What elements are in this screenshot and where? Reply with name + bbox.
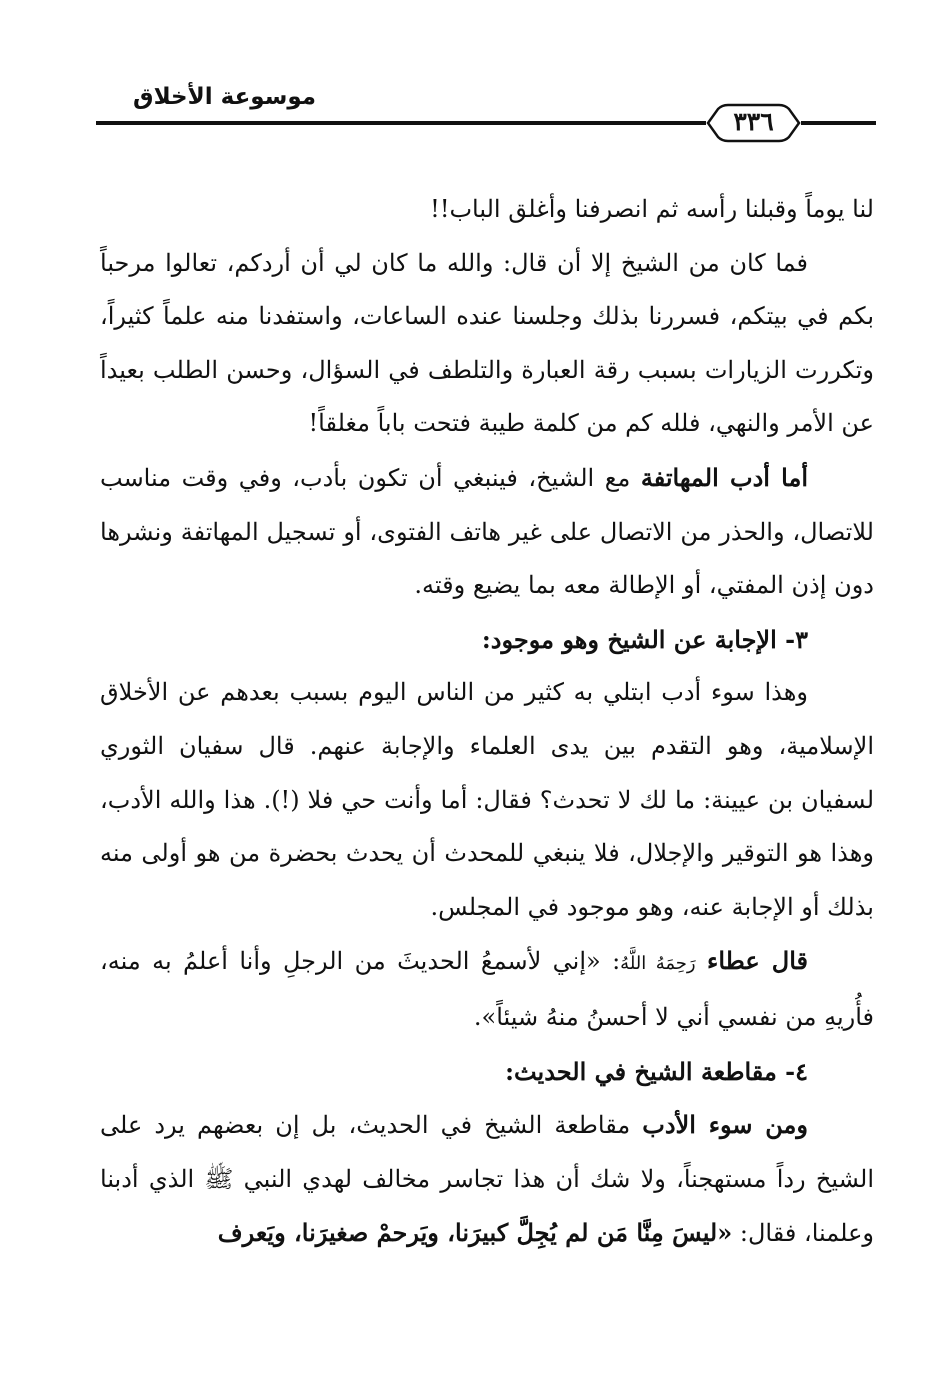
paragraph-4: وهذا سوء أدب ابتلي به كثير من الناس اليوم بسبب بعدهم عن الأخلاق الإسلامية، وهو التقدم بين يدى العلماء والإجابة عنهم. قال سفيان الثوري لسفيان بن عيينة: ما لك لا تحدث؟ فقال: أما وأنت حي فلا (!). هذا والله الأدب، وهذا هو التوقير والإجلال، فلا ينبغي للمحدث أن يحدث بحضرة من هو أولى منه بذلك أو الإجابة عنه، وهو موجود في المجلس.	[100, 678, 874, 921]
paragraph-3-text: مع الشيخ، فينبغي أن تكون بأدب، وفي وقت مناسب للاتصال، والحذر من الاتصال على غير هاتف الفتوى، أو تسجيل المهاتفة ونشرها دون إذن المفتي، أو الإطالة معه بما يضيع وقته.	[100, 463, 874, 600]
page-header	[96, 78, 876, 138]
body-text	[100, 183, 874, 1261]
paragraph-1: لنا يوماً وقبلنا رأسه ثم انصرفنا وأغلق الباب!!	[430, 195, 874, 223]
hadith-quote: «ليسَ مِنَّا مَن لم يُجِلَّ كبيرَنا، ويَرحمْ صغيرَنا، ويَعرف	[217, 1218, 733, 1248]
paragraph-3	[100, 451, 874, 613]
page-number: ٣٣٦	[733, 107, 774, 136]
paragraph-6	[100, 1098, 874, 1261]
section-heading-4: ٤- مقاطعة الشيخ في الحديث:	[505, 1056, 808, 1086]
section-heading-3: ٣- الإجابة عن الشيخ وهو موجود:	[481, 624, 808, 654]
header-rule-right	[801, 121, 876, 125]
paragraph-3-lead: أما أدب المهاتفة	[640, 462, 808, 492]
page-number-frame	[706, 103, 801, 143]
honorific-phrase: رَحِمَهُ اللَّهُ	[620, 953, 696, 975]
book-title: موسوعة الأخلاق	[133, 84, 316, 110]
paragraph-5-text: : «إني لأسمعُ الحديثَ من الرجلِ وأنا أعلمُ به منه، فأُريهِ من نفسي أني لا أحسنُ منهُ شيئاً».	[100, 947, 874, 1031]
paragraph-5	[100, 934, 874, 1044]
paragraph-5-lead: قال عطاء	[707, 946, 808, 976]
paragraph-6-text: مقاطعة الشيخ في الحديث، بل إن بعضهم يرد على الشيخ رداً مستهجناً، ولا شك أن هذا تجاسر مخالف لهدي النبي ﷺ الذي أدبنا وعلمنا، فقال:	[100, 1111, 874, 1248]
header-rule-left	[96, 121, 706, 125]
paragraph-2: فما كان من الشيخ إلا أن قال: والله ما كان لي أن أردكم، تعالوا مرحباً بكم في بيتكم، فسررنا بذلك وجلسنا عنده الساعات، واستفدنا منه علماً كثيراً، وتكررت الزيارات بسبب رقة العبارة والتلطف في السؤال، وحسن الطلب بعيداً عن الأمر والنهي، فلله كم من كلمة طيبة فتحت باباً مغلقاً!	[100, 248, 874, 438]
paragraph-6-lead: ومن سوء الأدب	[642, 1110, 808, 1140]
